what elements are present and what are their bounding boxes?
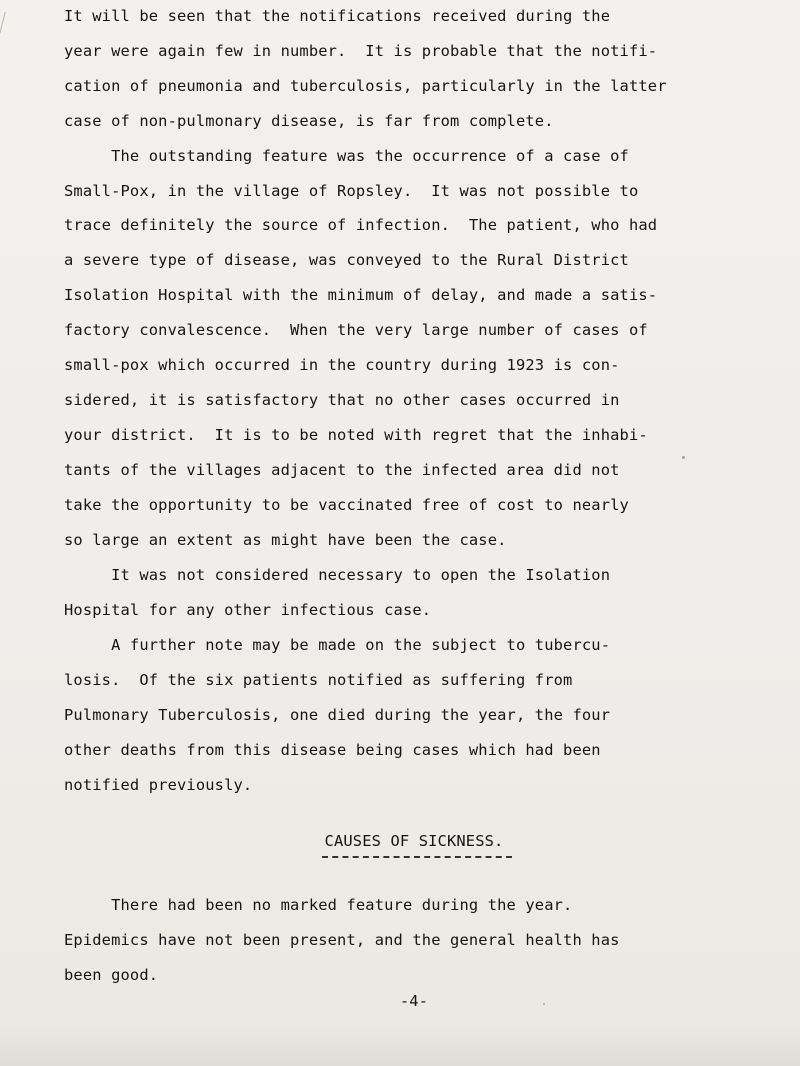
text-line: notified previously.	[64, 776, 253, 794]
text-line: trace definitely the source of infection. The patient, who had	[64, 216, 658, 234]
text-line: other deaths from this disease being cases which had been	[64, 741, 601, 759]
text-line: Small-Pox, in the village of Ropsley. It was not possible to	[64, 182, 639, 200]
paper-speck	[682, 456, 685, 459]
text-line: Epidemics have not been present, and the general health has	[64, 931, 620, 949]
text-line: take the opportunity to be vaccinated free of cost to nearly	[64, 496, 629, 514]
text-line: tants of the villages adjacent to the infected area did not	[64, 461, 620, 479]
text-line: so large an extent as might have been the case.	[64, 531, 507, 549]
text-line: Hospital for any other infectious case.	[64, 601, 432, 619]
text-line: small-pox which occurred in the country during 1923 is con-	[64, 356, 620, 374]
text-line: Pulmonary Tuberculosis, one died during the year, the four	[64, 706, 611, 724]
text-line: losis. Of the six patients notified as suffering from	[64, 671, 573, 689]
text-line: Isolation Hospital with the minimum of delay, and made a satis-	[64, 286, 658, 304]
corner-mark	[0, 12, 10, 35]
text-line: It will be seen that the notifications received during the	[64, 7, 611, 25]
page-number: -4-	[399, 992, 429, 1010]
text-line: A further note may be made on the subject to tubercu-	[64, 636, 611, 654]
text-line: been good.	[64, 966, 159, 984]
paper-speck	[543, 1003, 545, 1005]
text-line: sidered, it is satisfactory that no other cases occurred in	[64, 391, 620, 409]
section-heading: CAUSES OF SICKNESS.	[324, 832, 504, 850]
page-shadow	[0, 1026, 800, 1066]
text-line: The outstanding feature was the occurrence of a case of	[64, 147, 629, 165]
text-line: case of non-pulmonary disease, is far from complete.	[64, 112, 554, 130]
text-line: a severe type of disease, was conveyed to the Rural District	[64, 251, 629, 269]
text-line: year were again few in number. It is probable that the notifi-	[64, 42, 658, 60]
text-line: cation of pneumonia and tuberculosis, particularly in the latter	[64, 77, 667, 95]
text-line: There had been no marked feature during the year.	[64, 896, 573, 914]
heading-underline	[322, 856, 512, 858]
text-line: It was not considered necessary to open the Isolation	[64, 566, 611, 584]
text-line: factory convalescence. When the very large number of cases of	[64, 321, 648, 339]
text-line: your district. It is to be noted with regret that the inhabi-	[64, 426, 648, 444]
